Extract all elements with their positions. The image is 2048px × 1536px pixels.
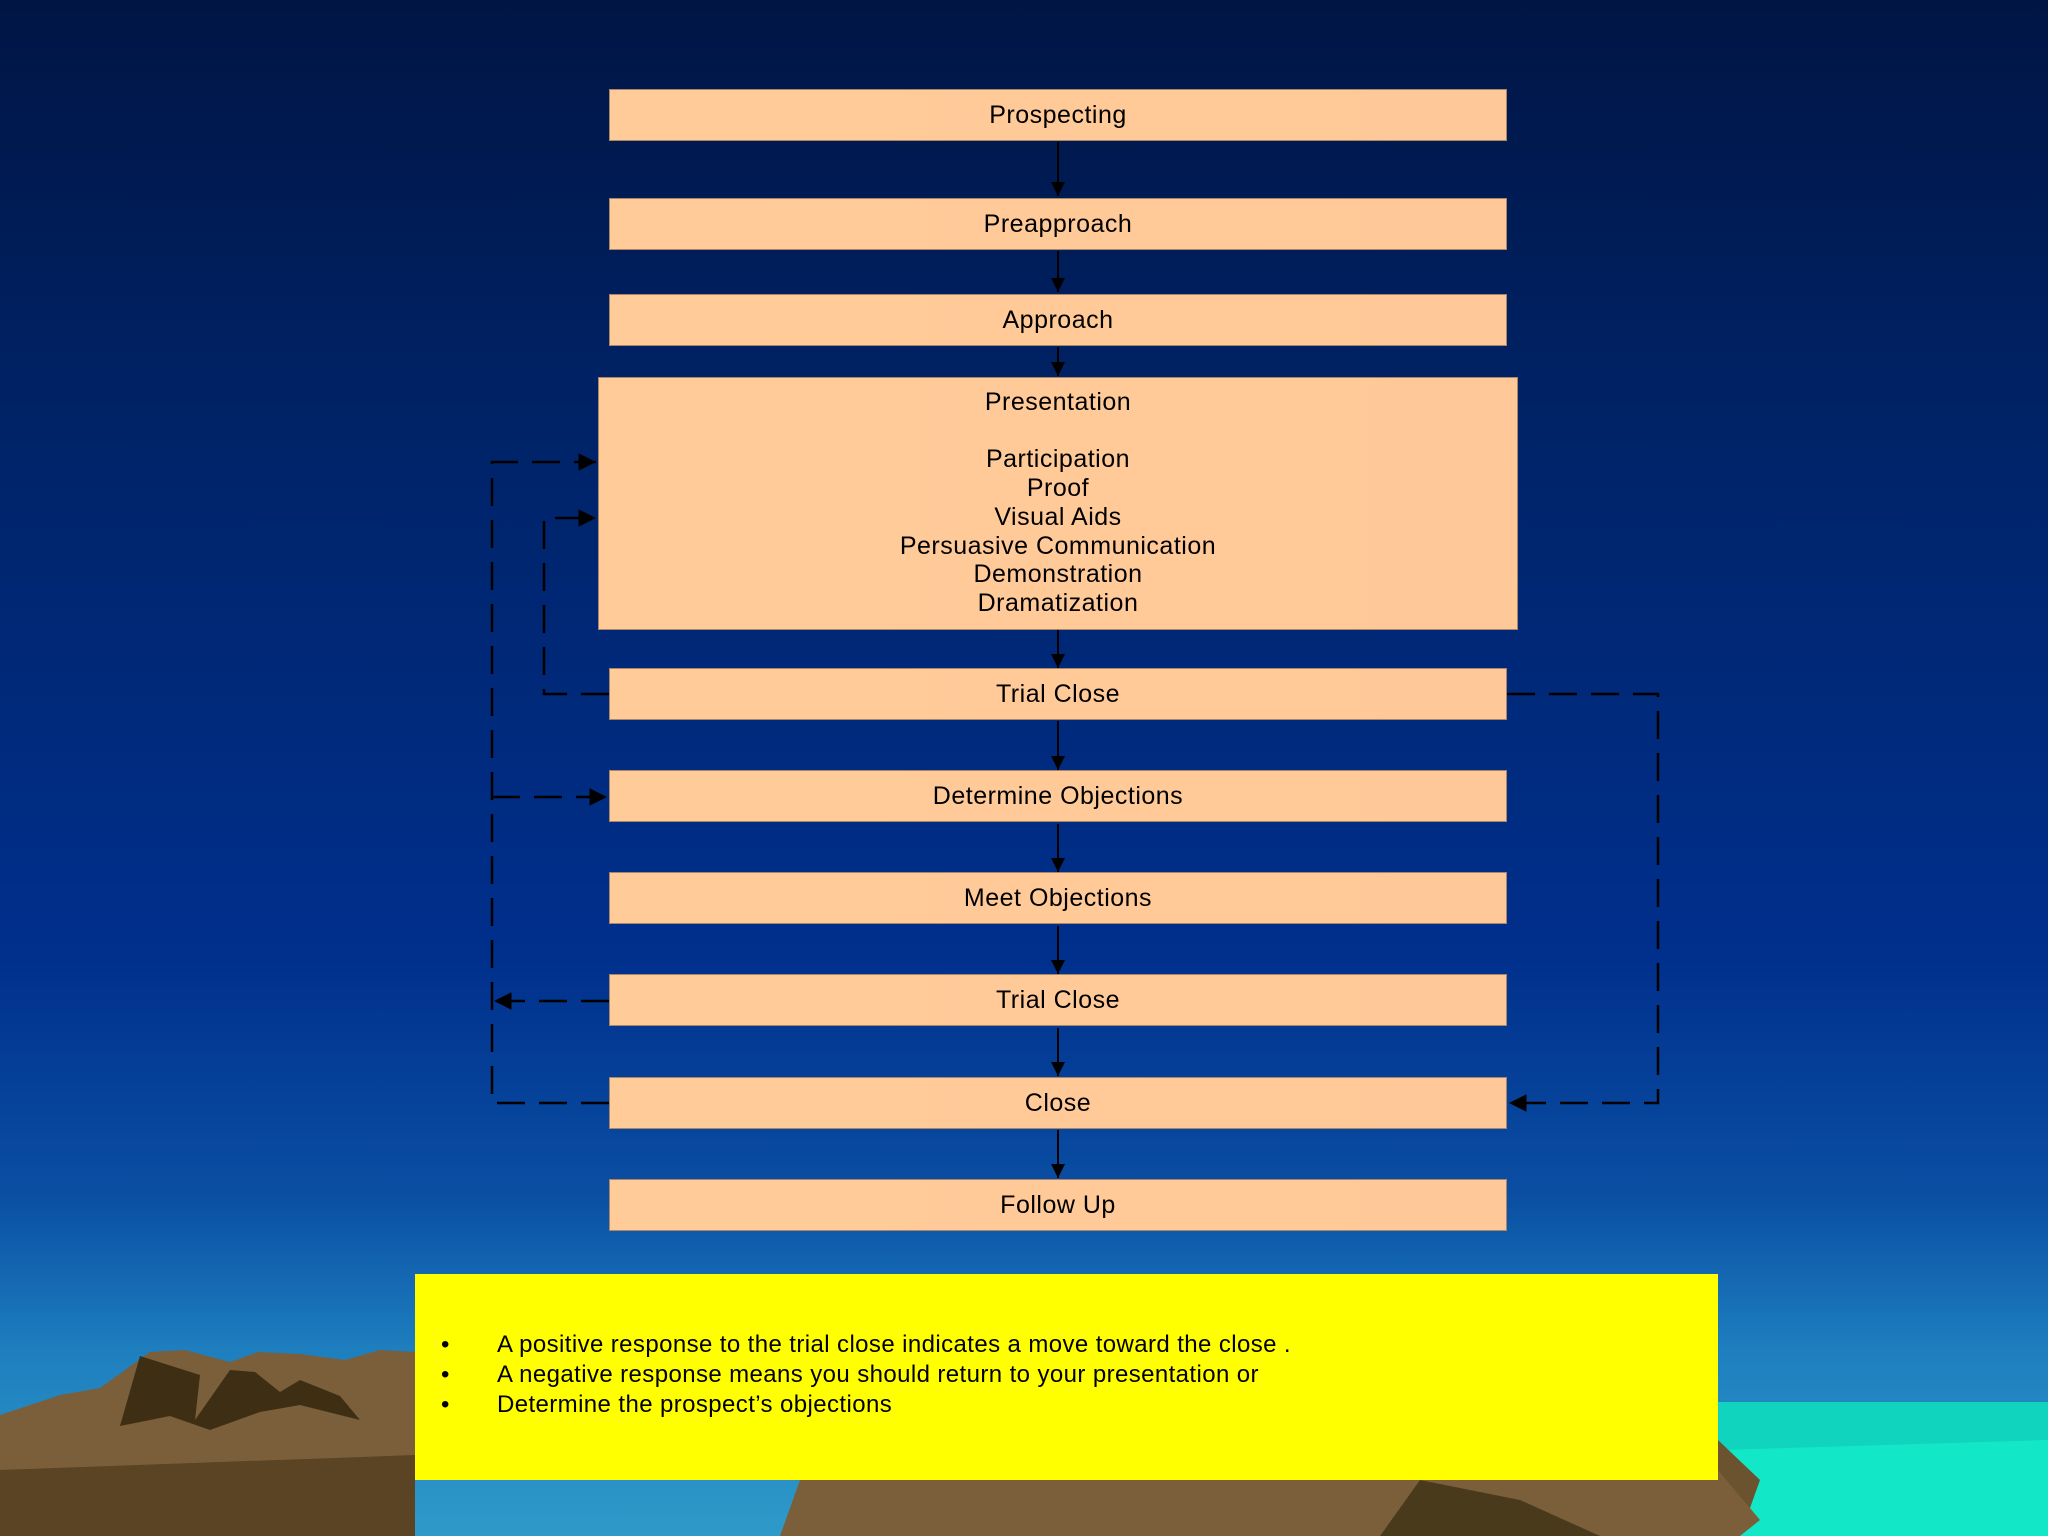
loop-close-to-presentation — [492, 462, 609, 1103]
step-presentation — [598, 377, 1518, 630]
step-follow-up — [609, 1179, 1507, 1231]
step-label: Trial Close — [995, 679, 1121, 708]
note-text: A negative response means you should return to your presentation or — [497, 1361, 1259, 1388]
step-label: Trial Close — [995, 985, 1121, 1014]
presentation-item: Demonstration — [973, 560, 1143, 589]
step-determine-objections — [609, 770, 1507, 822]
step-label: Follow Up — [1000, 1190, 1116, 1219]
step-preapproach — [609, 198, 1507, 250]
step-label: Determine Objections — [932, 781, 1184, 810]
step-trial-close-2 — [609, 974, 1507, 1026]
step-label: Prospecting — [989, 100, 1127, 129]
step-trial-close-1 — [609, 668, 1507, 720]
note-text: Determine the prospect’s objections — [497, 1391, 893, 1418]
note-text: A positive response to the trial close indicates a move toward the close . — [497, 1331, 1292, 1358]
loop-trialclose-to-close — [1507, 694, 1658, 1103]
bullet-icon: • — [441, 1361, 450, 1388]
notes-list — [433, 1330, 1718, 1420]
step-close — [609, 1077, 1507, 1129]
note-item — [433, 1390, 1718, 1420]
step-label: Preapproach — [983, 209, 1133, 238]
step-label: Approach — [1002, 305, 1114, 334]
step-label: Meet Objections — [963, 883, 1153, 912]
step-prospecting — [609, 89, 1507, 141]
presentation-item: Participation — [985, 445, 1131, 474]
step-label: Close — [1024, 1088, 1092, 1117]
presentation-item: Persuasive Communication — [899, 531, 1217, 560]
notes-box — [415, 1274, 1718, 1480]
presentation-title: Presentation — [984, 388, 1132, 416]
presentation-item: Dramatization — [977, 588, 1139, 617]
presentation-item: Proof — [1026, 474, 1090, 503]
note-item — [433, 1360, 1718, 1390]
bullet-icon: • — [441, 1331, 450, 1358]
step-meet-objections — [609, 872, 1507, 924]
note-item — [433, 1330, 1718, 1360]
bullet-icon: • — [441, 1391, 450, 1418]
presentation-item: Visual Aids — [994, 502, 1122, 531]
step-approach — [609, 294, 1507, 346]
